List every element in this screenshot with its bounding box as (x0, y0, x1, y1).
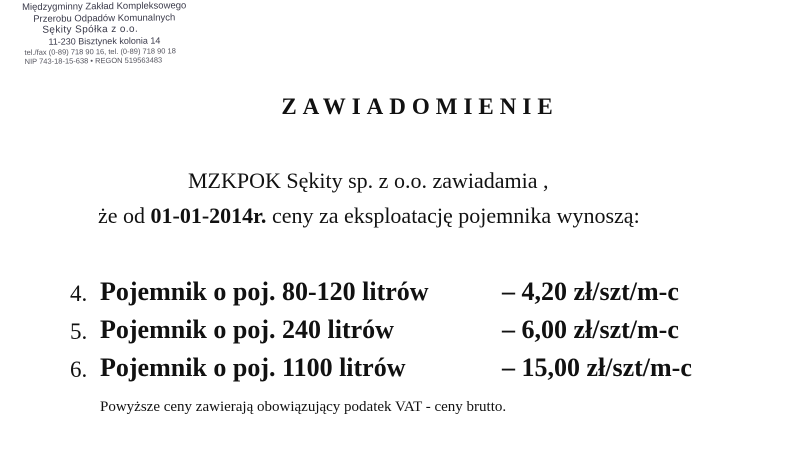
stamp-line-phone: tel./fax (0-89) 718 90 16, tel. (0-89) 718 90 18 (24, 46, 176, 58)
stamp-line-address: 11-230 Bisztynek kolonia 14 (48, 35, 161, 48)
item-name: Pojemnik o poj. 80-120 litrów (100, 277, 429, 306)
item-price: – 15,00 zł/szt/m-c (502, 353, 692, 382)
effective-date: 01-01-2014r. (150, 203, 267, 228)
price-list (70, 275, 770, 389)
intro-line-1: MZKPOK Sękity sp. z o.o. zawiadamia , (188, 168, 549, 193)
intro-suffix: ceny za eksploatację pojemnika wynoszą: (266, 203, 640, 228)
item-number: 6. (70, 357, 88, 382)
stamp-line-company: Międzygminny Zakład Kompleksowego (21, 0, 187, 13)
intro-prefix: że od (98, 203, 151, 228)
stamp-line-name: Sękity Spółka z o.o. (42, 23, 139, 36)
document-title: ZAWIADOMIENIE (281, 94, 559, 119)
stamp-line-ids: NIP 743-18-15-638 • REGON 519563483 (24, 55, 163, 67)
vat-note: Powyższe ceny zawierają obowiązujący podatek VAT - ceny brutto. (100, 399, 507, 415)
item-number: 5. (70, 319, 88, 344)
item-price: – 4,20 zł/szt/m-c (502, 277, 679, 306)
stamp-line-company-2: Przerobu Odpadów Komunalnych (33, 11, 176, 25)
price-item (70, 275, 770, 313)
item-number: 4. (70, 281, 88, 306)
item-price: – 6,00 zł/szt/m-c (502, 315, 679, 344)
item-name: Pojemnik o poj. 240 litrów (100, 315, 394, 344)
company-stamp (20, 0, 221, 67)
price-item (70, 313, 770, 351)
intro-line-2 (98, 203, 640, 229)
price-item (70, 351, 770, 389)
item-name: Pojemnik o poj. 1100 litrów (100, 353, 406, 382)
